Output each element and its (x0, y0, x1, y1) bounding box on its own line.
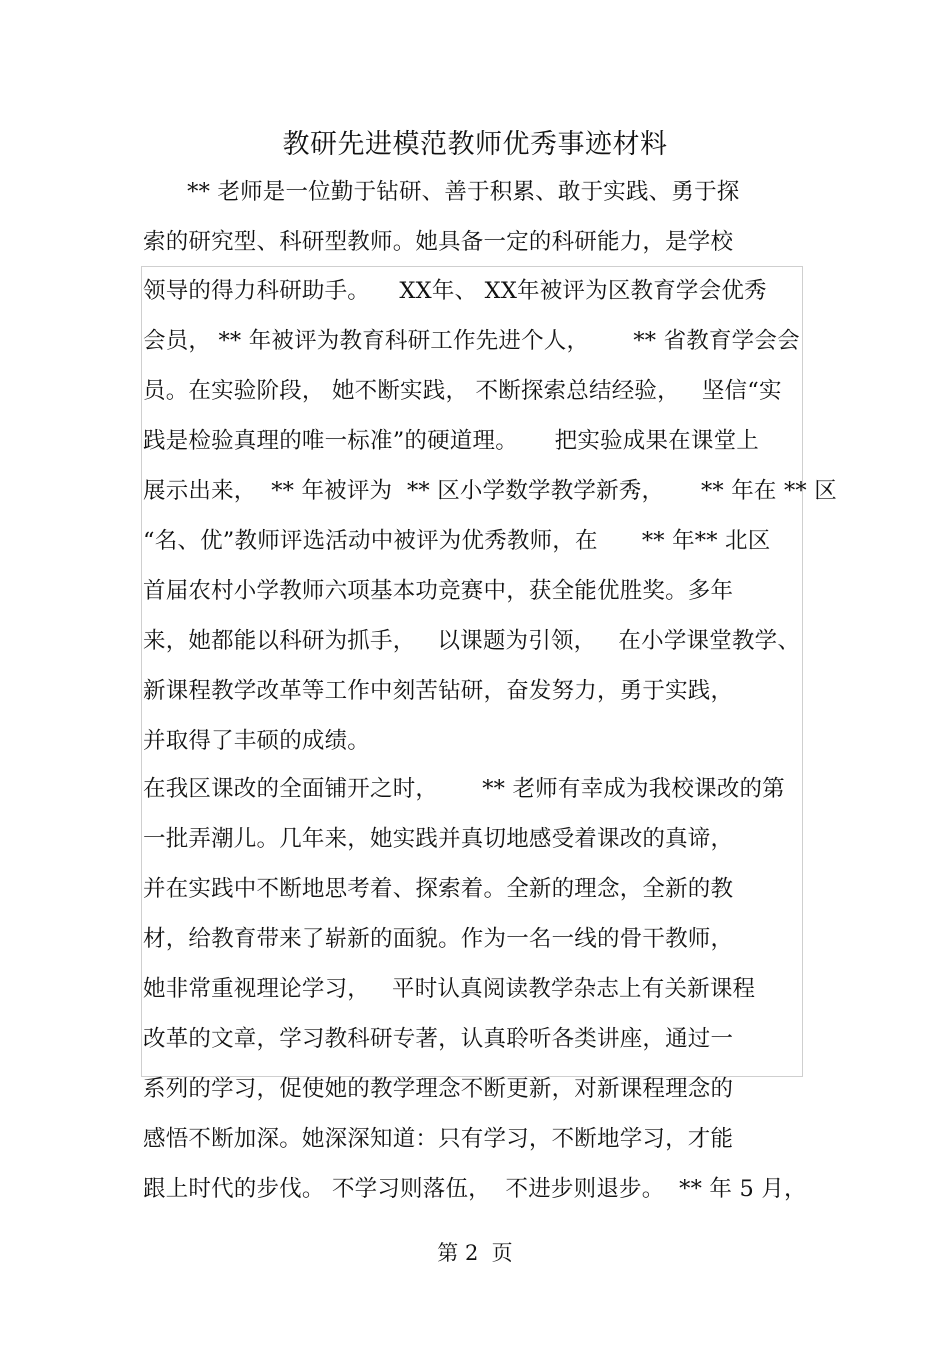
body-line: 跟上时代的步伐。 不学习则落伍， 不进步则退步。 ** 年 5 月， (143, 1176, 807, 1202)
body-line: ** 老师是一位勤于钻研、善于积累、敢于实践、勇于探 (143, 179, 740, 205)
body-line: 系列的学习，促使她的教学理念不断更新，对新课程理念的 (143, 1076, 734, 1102)
body-line: 展示出来， ** 年被评为 ** 区小学数学教学新秀， ** 年在 ** 区 (143, 478, 837, 504)
body-line: 在我区课改的全面铺开之时， ** 老师有幸成为我校课改的第 (143, 776, 785, 802)
body-line: 并在实践中不断地思考着、探索着。全新的理念，全新的教 (143, 876, 734, 902)
body-line: 材，给教育带来了崭新的面貌。作为一名一线的骨干教师， (143, 926, 734, 952)
document-title: 教研先进模范教师优秀事迹材料 (282, 129, 668, 160)
page-number: 第 2 页 (437, 1241, 513, 1265)
body-line: 改革的文章，学习教科研专著，认真聆听各类讲座，通过一 (143, 1026, 734, 1052)
body-line: 索的研究型、科研型教师。她具备一定的科研能力，是学校 (143, 229, 734, 255)
body-line: 并取得了丰硕的成绩。 (143, 728, 371, 754)
body-line: 她非常重视理论学习， 平时认真阅读教学杂志上有关新课程 (143, 976, 756, 1002)
body-line: 会员， ** 年被评为教育科研工作先进个人， ** 省教育学会会 (143, 328, 800, 354)
body-line: 一批弄潮儿。几年来，她实践并真切地感受着课改的真谛， (143, 826, 734, 852)
body-line: 员。在实验阶段， 她不断实践， 不断探索总结经验， 坚信“实 (143, 378, 782, 404)
body-line: 感悟不断加深。她深深知道：只有学习，不断地学习，才能 (143, 1126, 734, 1152)
body-line: 来，她都能以科研为抓手， 以课题为引领， 在小学课堂教学、 (143, 628, 801, 654)
body-line: 首届农村小学教师六项基本功竞赛中，获全能优胜奖。多年 (143, 578, 734, 604)
body-line: “名、优”教师评选活动中被评为优秀教师，在 ** 年** 北区 (143, 528, 771, 554)
body-line: 领导的得力科研助手。 XX年、 XX年被评为区教育学会优秀 (143, 278, 767, 304)
body-line: 新课程教学改革等工作中刻苦钻研，奋发努力，勇于实践， (143, 678, 734, 704)
body-line: 践是检验真理的唯一标准”的硬道理。 把实验成果在课堂上 (143, 428, 759, 454)
